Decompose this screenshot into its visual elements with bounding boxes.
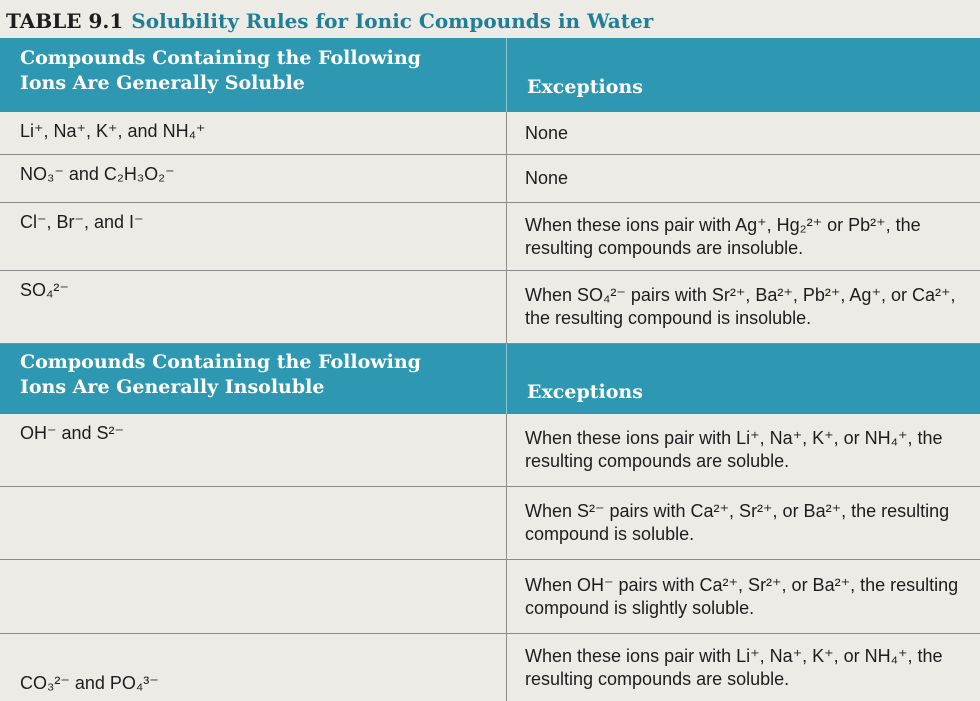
insoluble-header-line2: Ions Are Generally Insoluble <box>20 376 325 398</box>
table-row <box>0 560 980 634</box>
table-row <box>0 203 980 271</box>
ions-cell: SO₄²⁻ <box>0 271 507 343</box>
insoluble-header-line1: Compounds Containing the Following <box>20 351 421 373</box>
insoluble-header-cell <box>0 344 507 414</box>
table-row <box>0 414 980 487</box>
ions-cell: NO₃⁻ and C₂H₃O₂⁻ <box>0 155 507 202</box>
exception-cell: When these ions pair with Li⁺, Na⁺, K⁺, or NH₄⁺, the resulting compounds are soluble. <box>525 645 943 689</box>
ions-cell <box>0 560 507 633</box>
ions-cell: Cl⁻, Br⁻, and I⁻ <box>0 203 507 270</box>
soluble-header-cell <box>0 38 507 112</box>
soluble-header-line2: Ions Are Generally Soluble <box>20 72 305 94</box>
exception-cell: When these ions pair with Li⁺, Na⁺, K⁺, or NH₄⁺, the resulting compounds are soluble. <box>525 428 943 471</box>
table-row <box>0 634 980 701</box>
soluble-header-line1: Compounds Containing the Following <box>20 47 421 69</box>
table-row <box>0 112 980 155</box>
table-row <box>0 155 980 203</box>
ions-cell: CO₃²⁻ and PO₄³⁻ <box>0 634 507 701</box>
ions-cell: Li⁺, Na⁺, K⁺, and NH₄⁺ <box>0 112 507 154</box>
table-row <box>0 487 980 560</box>
ions-cell <box>0 487 507 559</box>
table-title: Solubility Rules for Ionic Compounds in Water <box>131 9 654 33</box>
solubility-table <box>0 38 980 701</box>
exception-cell: When SO₄²⁻ pairs with Sr²⁺, Ba²⁺, Pb²⁺, Ag⁺, or Ca²⁺, the resulting compound is insoluble. <box>525 285 956 328</box>
exception-cell: None <box>525 168 569 188</box>
exception-cell: When S²⁻ pairs with Ca²⁺, Sr²⁺, or Ba²⁺, the resulting compound is soluble. <box>525 501 950 544</box>
soluble-exceptions-header: Exceptions <box>527 76 643 98</box>
table-number: TABLE 9.1 <box>6 9 124 33</box>
exception-cell: When OH⁻ pairs with Ca²⁺, Sr²⁺, or Ba²⁺, the resulting compound is slightly soluble. <box>525 574 959 618</box>
table-caption <box>6 4 653 38</box>
soluble-section-header <box>0 38 980 112</box>
insoluble-exceptions-header: Exceptions <box>527 381 643 403</box>
exception-cell: When these ions pair with Ag⁺, Hg₂²⁺ or Pb²⁺, the resulting compounds are insoluble. <box>525 214 921 258</box>
insoluble-section-header <box>0 344 980 414</box>
ions-cell: OH⁻ and S²⁻ <box>0 414 507 486</box>
exception-cell: None <box>525 122 569 143</box>
table-row <box>0 271 980 344</box>
